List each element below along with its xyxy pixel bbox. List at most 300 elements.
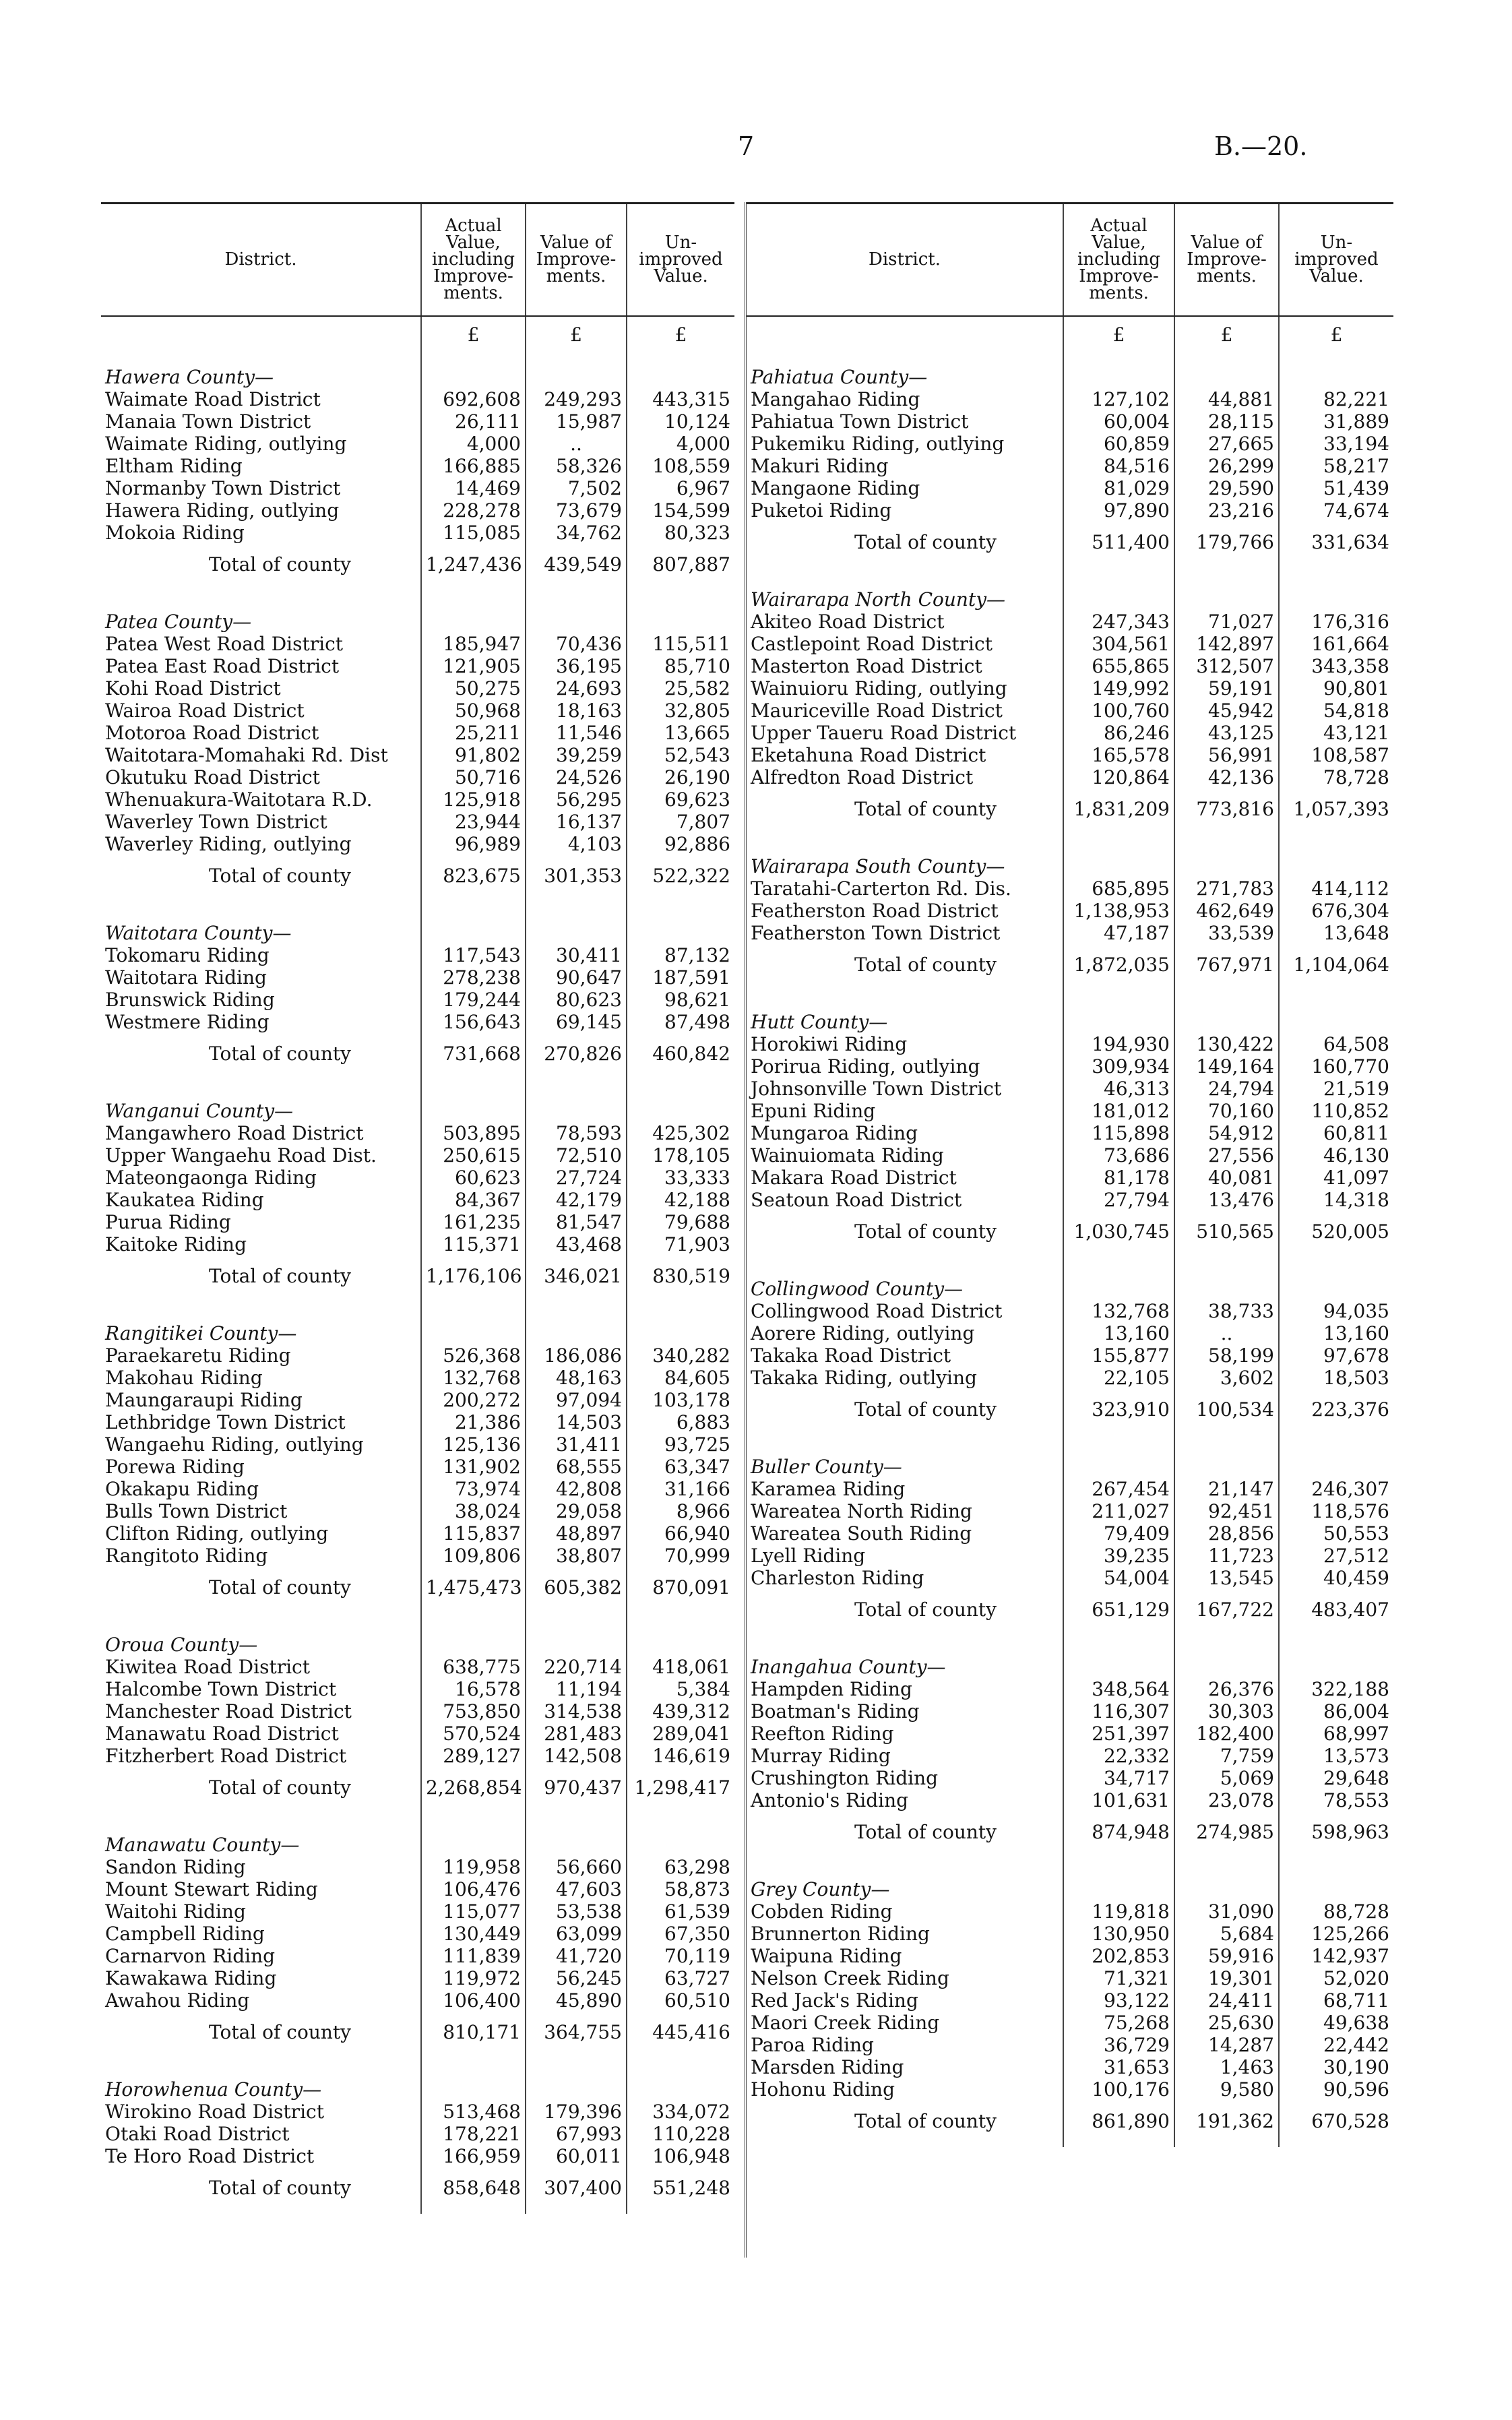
unimproved-value-cell: 110,852 [1279,1100,1393,1122]
improvements-value-cell: 7,759 [1174,1745,1279,1767]
district-name: Kaitoke Riding [105,1233,247,1255]
table-row [747,744,1393,766]
actual-value-cell: 50,968 [421,700,526,722]
district-name: Patea East Road District [105,655,340,677]
total-unimproved-value: 520,005 [1279,1211,1393,1258]
unimproved-value-cell: 246,307 [1279,1478,1393,1500]
unimproved-value-cell: 84,605 [627,1367,734,1389]
table-row [747,433,1393,455]
table-row [747,1344,1393,1367]
actual-value-cell: 60,859 [1063,433,1174,455]
table-row [747,2012,1393,2034]
unimproved-value-cell: 33,194 [1279,433,1393,455]
district-name: Okutuku Road District [105,766,320,788]
table-row [101,1478,734,1500]
unimproved-value-cell: 58,873 [627,1878,734,1900]
unimproved-value-cell: 67,350 [627,1923,734,1945]
table-row [101,1433,734,1456]
actual-value-cell: 91,802 [421,744,526,766]
actual-value-cell: 155,877 [1063,1344,1174,1367]
table-row [747,1033,1393,1055]
table-row [747,2034,1393,2056]
improvements-value-cell: 67,993 [526,2123,627,2145]
actual-value-cell: 22,105 [1063,1367,1174,1389]
unimproved-value-cell: 10,124 [627,410,734,433]
total-improvements-value: 605,382 [526,1567,627,1613]
improvements-value-cell: 27,556 [1174,1144,1279,1167]
county-heading-row [101,902,734,944]
table-row [101,433,734,455]
county-name: Wanganui County— [105,1100,294,1122]
district-name: Brunswick Riding [105,989,275,1011]
improvements-value-cell: 19,301 [1174,1967,1279,1989]
unimproved-value-cell: 98,621 [627,989,734,1011]
table-row [101,1923,734,1945]
left-table-half [101,202,734,2258]
district-name: Campbell Riding [105,1923,265,1945]
improvements-value-cell: 18,163 [526,700,627,722]
county-heading-row [101,1080,734,1122]
unimproved-value-cell: 103,178 [627,1389,734,1411]
unimproved-value-cell: 61,539 [627,1900,734,1923]
actual-value-column-header: Actual Value, including Improve- ments. [421,204,526,317]
district-name: Wirokino Road District [105,2101,324,2123]
currency-symbol: £ [1279,323,1393,346]
table-row [101,1900,734,1923]
actual-value-cell: 73,974 [421,1478,526,1500]
total-actual-value: 1,030,745 [1063,1211,1174,1258]
actual-value-cell: 96,989 [421,833,526,855]
unimproved-value-cell: 142,937 [1279,1945,1393,1967]
district-name: Upper Taueru Road District [751,722,1017,744]
table-row [747,1545,1393,1567]
district-name: Waverley Riding, outlying [105,833,352,855]
district-name: Waitotara-Momahaki Rd. Dist [105,744,388,766]
actual-value-cell: 200,272 [421,1389,526,1411]
total-improvements-value: 270,826 [526,1033,627,1080]
improvements-value-cell: 53,538 [526,1900,627,1923]
total-unimproved-value: 1,057,393 [1279,788,1393,835]
improvements-value-cell: 78,593 [526,1122,627,1144]
actual-value-cell: 125,136 [421,1433,526,1456]
total-improvements-value: 364,755 [526,2012,627,2058]
total-unimproved-value: 331,634 [1279,522,1393,568]
district-name: Aorere Riding, outlying [751,1322,975,1344]
improvements-value-cell: 81,547 [526,1211,627,1233]
district-name: Murray Riding [751,1745,891,1767]
actual-value-cell: 36,729 [1063,2034,1174,2056]
actual-value-cell: 1,138,953 [1063,900,1174,922]
improvements-value-cell: 45,942 [1174,700,1279,722]
unimproved-value-cell: 118,576 [1279,1500,1393,1522]
district-name: Wareatea North Riding [751,1500,972,1522]
improvements-value-cell: 28,115 [1174,410,1279,433]
county-heading-row [101,2058,734,2101]
district-name: Boatman's Riding [751,1700,920,1723]
unimproved-value-cell: 68,997 [1279,1723,1393,1745]
total-improvements-value: 439,549 [526,544,627,590]
unimproved-column-header: Un- improved Value. [627,204,734,317]
table-row [747,1367,1393,1389]
actual-value-cell: 130,950 [1063,1923,1174,1945]
total-actual-value: 1,831,209 [1063,788,1174,835]
unimproved-value-cell: 43,121 [1279,722,1393,744]
county-total-row [747,522,1393,568]
unimproved-column-header: Un- improved Value. [1279,204,1393,317]
actual-value-cell: 50,716 [421,766,526,788]
county-heading-row [747,568,1393,611]
actual-value-cell: 46,313 [1063,1078,1174,1100]
total-unimproved-value: 807,887 [627,544,734,590]
improvements-value-cell: 27,665 [1174,433,1279,455]
district-name: Westmere Riding [105,1011,270,1033]
unimproved-value-cell: 29,648 [1279,1767,1393,1789]
table-row [747,477,1393,499]
county-total-row [101,1767,734,1813]
total-actual-value: 858,648 [421,2167,526,2214]
total-label: Total of county [209,1043,351,1065]
district-name: Te Horo Road District [105,2145,315,2167]
unimproved-value-cell: 13,573 [1279,1745,1393,1767]
district-name: Mangaone Riding [751,477,920,499]
table-row [101,655,734,677]
table-row [101,1233,734,1255]
unimproved-value-cell: 85,710 [627,655,734,677]
district-name: Marsden Riding [751,2056,904,2078]
table-row [101,811,734,833]
actual-value-cell: 115,077 [421,1900,526,1923]
table-row [101,722,734,744]
total-label: Total of county [854,2110,997,2132]
actual-value-cell: 526,368 [421,1344,526,1367]
unimproved-value-cell: 115,511 [627,633,734,655]
county-total-row [747,1211,1393,1258]
table-row [101,477,734,499]
district-name: Sandon Riding [105,1856,246,1878]
county-name: Collingwood County— [751,1278,964,1300]
unimproved-value-cell: 676,304 [1279,900,1393,922]
district-name: Masterton Road District [751,655,982,677]
table-row [747,611,1393,633]
total-label: Total of county [209,1576,351,1599]
actual-value-cell: 165,578 [1063,744,1174,766]
actual-value-cell: 115,371 [421,1233,526,1255]
table-row [101,677,734,700]
improvements-value-cell: 26,299 [1174,455,1279,477]
actual-value-cell: 125,918 [421,788,526,811]
actual-value-cell: 166,959 [421,2145,526,2167]
valuation-table-right [747,202,1393,2147]
improvements-value-cell: 13,476 [1174,1189,1279,1211]
unimproved-value-cell: 97,678 [1279,1344,1393,1367]
table-row [747,1078,1393,1100]
unimproved-value-cell: 52,543 [627,744,734,766]
actual-value-cell: 115,085 [421,522,526,544]
total-improvements-value: 767,971 [1174,944,1279,991]
table-row [747,1100,1393,1122]
unimproved-value-cell: 21,519 [1279,1078,1393,1100]
unimproved-value-cell: 82,221 [1279,388,1393,410]
table-row [747,1700,1393,1723]
improvements-value-cell: 26,376 [1174,1678,1279,1700]
district-name: Hawera Riding, outlying [105,499,340,522]
actual-value-cell: 115,898 [1063,1122,1174,1144]
total-actual-value: 823,675 [421,855,526,902]
total-improvements-value: 970,437 [526,1767,627,1813]
county-name: Grey County— [751,1878,890,1900]
county-heading-row [747,1858,1393,1900]
unimproved-value-cell: 88,728 [1279,1900,1393,1923]
table-row [101,744,734,766]
table-row [101,1011,734,1033]
table-row [747,388,1393,410]
actual-value-cell: 132,768 [1063,1300,1174,1322]
unimproved-value-cell: 13,665 [627,722,734,744]
unimproved-value-cell: 322,188 [1279,1678,1393,1700]
improvements-value-cell: 70,436 [526,633,627,655]
unimproved-value-cell: 110,228 [627,2123,734,2145]
district-name: Mangawhero Road District [105,1122,364,1144]
table-header-row [101,204,734,317]
unimproved-value-cell: 187,591 [627,966,734,989]
unimproved-value-cell: 22,442 [1279,2034,1393,2056]
table-row [747,1122,1393,1144]
table-row [747,1167,1393,1189]
table-row [101,1189,734,1211]
improvements-value-cell: 312,507 [1174,655,1279,677]
total-label: Total of county [854,1599,997,1621]
table-row [101,633,734,655]
improvements-value-cell: 43,468 [526,1233,627,1255]
unimproved-value-cell: 418,061 [627,1656,734,1678]
district-name: Johnsonville Town District [751,1078,1002,1100]
improvements-value-cell: 38,807 [526,1545,627,1567]
unimproved-value-cell: 78,728 [1279,766,1393,788]
district-name: Manaia Town District [105,410,311,433]
actual-value-cell: 247,343 [1063,611,1174,633]
improvements-value-cell: 1,463 [1174,2056,1279,2078]
total-unimproved-value: 870,091 [627,1567,734,1613]
district-name: Featherston Road District [751,900,999,922]
district-name: Taratahi-Carterton Rd. Dis. [751,877,1011,900]
unimproved-value-cell: 92,886 [627,833,734,855]
district-name: Antonio's Riding [751,1789,909,1811]
table-row [101,522,734,544]
improvements-value-cell: 63,099 [526,1923,627,1945]
district-name: Hampden Riding [751,1678,912,1700]
actual-value-cell: 121,905 [421,655,526,677]
county-total-row [101,855,734,902]
improvements-value-cell: 34,762 [526,522,627,544]
county-total-row [747,1389,1393,1435]
improvements-value-cell: 28,856 [1174,1522,1279,1545]
improvements-value-cell: 4,103 [526,833,627,855]
unimproved-value-cell: 60,510 [627,1989,734,2012]
actual-value-cell: 38,024 [421,1500,526,1522]
table-row [747,1745,1393,1767]
actual-value-cell: 685,895 [1063,877,1174,900]
unimproved-value-cell: 33,333 [627,1167,734,1189]
county-total-row [747,788,1393,835]
district-name: Eketahuna Road District [751,744,986,766]
improvements-value-cell: 23,216 [1174,499,1279,522]
table-row [101,833,734,855]
district-name: Mokoia Riding [105,522,245,544]
document-reference: B.—20. [1214,131,1308,161]
improvements-value-cell: 56,245 [526,1967,627,1989]
improvements-value-cell: 80,623 [526,989,627,1011]
unimproved-value-cell: 90,801 [1279,677,1393,700]
actual-value-cell: 202,853 [1063,1945,1174,1967]
improvements-value-cell: 38,733 [1174,1300,1279,1322]
improvements-value-cell: 14,503 [526,1411,627,1433]
county-total-row [747,1811,1393,1858]
table-row [101,1456,734,1478]
county-name: Rangitikei County— [105,1322,297,1344]
table-row [101,455,734,477]
unimproved-value-cell: 52,020 [1279,1967,1393,1989]
improvements-value-cell: 31,411 [526,1433,627,1456]
table-row [747,1567,1393,1589]
actual-value-cell: 106,400 [421,1989,526,2012]
table-row [747,1500,1393,1522]
total-improvements-value: 307,400 [526,2167,627,2214]
unimproved-value-cell: 79,688 [627,1211,734,1233]
district-name: Eltham Riding [105,455,243,477]
county-name: Oroua County— [105,1634,258,1656]
table-row [101,1967,734,1989]
unimproved-value-cell: 439,312 [627,1700,734,1723]
table-row [747,1322,1393,1344]
improvements-value-cell: 92,451 [1174,1500,1279,1522]
district-name: Pahiatua Town District [751,410,969,433]
actual-value-cell: 16,578 [421,1678,526,1700]
unimproved-value-cell: 80,323 [627,522,734,544]
improvements-value-cell: 47,603 [526,1878,627,1900]
district-name: Purua Riding [105,1211,231,1233]
district-name: Clifton Riding, outlying [105,1522,329,1545]
table-row [747,1767,1393,1789]
improvements-value-cell: 3,602 [1174,1367,1279,1389]
district-name: Pukemiku Riding, outlying [751,433,1005,455]
unimproved-value-cell: 68,711 [1279,1989,1393,2012]
total-improvements-value: 773,816 [1174,788,1279,835]
table-row [747,1789,1393,1811]
table-row [747,722,1393,744]
district-name: Carnarvon Riding [105,1945,276,1967]
county-heading-row [747,991,1393,1033]
unimproved-value-cell: 63,298 [627,1856,734,1878]
table-row [747,1900,1393,1923]
page-number: 7 [738,131,755,161]
table-row [747,1300,1393,1322]
improvements-value-cell: 24,794 [1174,1078,1279,1100]
table-row [747,1189,1393,1211]
table-row [101,499,734,522]
improvements-value-cell: 39,259 [526,744,627,766]
district-name: Waimate Road District [105,388,321,410]
actual-value-cell: 348,564 [1063,1678,1174,1700]
unimproved-value-cell: 125,266 [1279,1923,1393,1945]
total-unimproved-value: 830,519 [627,1255,734,1302]
actual-value-cell: 84,516 [1063,455,1174,477]
improvements-value-cell: 97,094 [526,1389,627,1411]
county-name: Buller County— [751,1456,902,1478]
district-name: Mangahao Riding [751,388,920,410]
table-row [101,1745,734,1767]
district-name: Normanby Town District [105,477,341,499]
district-name: Mount Stewart Riding [105,1878,318,1900]
actual-value-cell: 185,947 [421,633,526,655]
actual-value-cell: 194,930 [1063,1033,1174,1055]
actual-value-cell: 71,321 [1063,1967,1174,1989]
district-name: Wainuioru Riding, outlying [751,677,1007,700]
district-name: Tokomaru Riding [105,944,270,966]
total-unimproved-value: 551,248 [627,2167,734,2214]
actual-value-cell: 26,111 [421,410,526,433]
actual-value-cell: 131,902 [421,1456,526,1478]
improvements-value-cell: 182,400 [1174,1723,1279,1745]
total-label: Total of county [209,865,351,887]
unimproved-value-cell: 343,358 [1279,655,1393,677]
total-actual-value: 731,668 [421,1033,526,1080]
actual-value-column-header: Actual Value, including Improve- ments. [1063,204,1174,317]
district-name: Motoroa Road District [105,722,319,744]
actual-value-cell: 27,794 [1063,1189,1174,1211]
unimproved-value-cell: 66,940 [627,1522,734,1545]
improvements-value-cell: 42,808 [526,1478,627,1500]
district-name: Mauriceville Road District [751,700,1003,722]
actual-value-cell: 570,524 [421,1723,526,1745]
table-row [101,388,734,410]
district-name: Porewa Riding [105,1456,245,1478]
unimproved-value-cell: 26,190 [627,766,734,788]
unimproved-value-cell: 108,559 [627,455,734,477]
currency-symbol: £ [526,323,627,346]
improvements-value-cell: 16,137 [526,811,627,833]
district-name: Manchester Road District [105,1700,352,1723]
district-name: Cobden Riding [751,1900,893,1923]
improvements-value-cell: 11,723 [1174,1545,1279,1567]
total-unimproved-value: 1,104,064 [1279,944,1393,991]
actual-value-cell: 81,178 [1063,1167,1174,1189]
county-name: Waitotara County— [105,922,292,944]
unimproved-value-cell: 86,004 [1279,1700,1393,1723]
unimproved-value-cell: 58,217 [1279,455,1393,477]
unimproved-value-cell: 4,000 [627,433,734,455]
actual-value-cell: 75,268 [1063,2012,1174,2034]
actual-value-cell: 97,890 [1063,499,1174,522]
unimproved-value-cell: 54,818 [1279,700,1393,722]
actual-value-cell: 25,211 [421,722,526,744]
actual-value-cell: 278,238 [421,966,526,989]
table-row [747,922,1393,944]
district-name: Bulls Town District [105,1500,288,1522]
county-name: Hawera County— [105,366,274,388]
actual-value-cell: 149,992 [1063,677,1174,700]
county-heading-row [747,1258,1393,1300]
unimproved-value-cell: 94,035 [1279,1300,1393,1322]
table-row [747,2056,1393,2078]
table-row [101,944,734,966]
district-name: Fitzherbert Road District [105,1745,347,1767]
district-name: Featherston Town District [751,922,1001,944]
improvements-value-cell: 5,684 [1174,1923,1279,1945]
improvements-column-header: Value of Improve- ments. [526,204,627,317]
unimproved-value-cell: 5,384 [627,1678,734,1700]
actual-value-cell: 119,818 [1063,1900,1174,1923]
unimproved-value-cell: 18,503 [1279,1367,1393,1389]
